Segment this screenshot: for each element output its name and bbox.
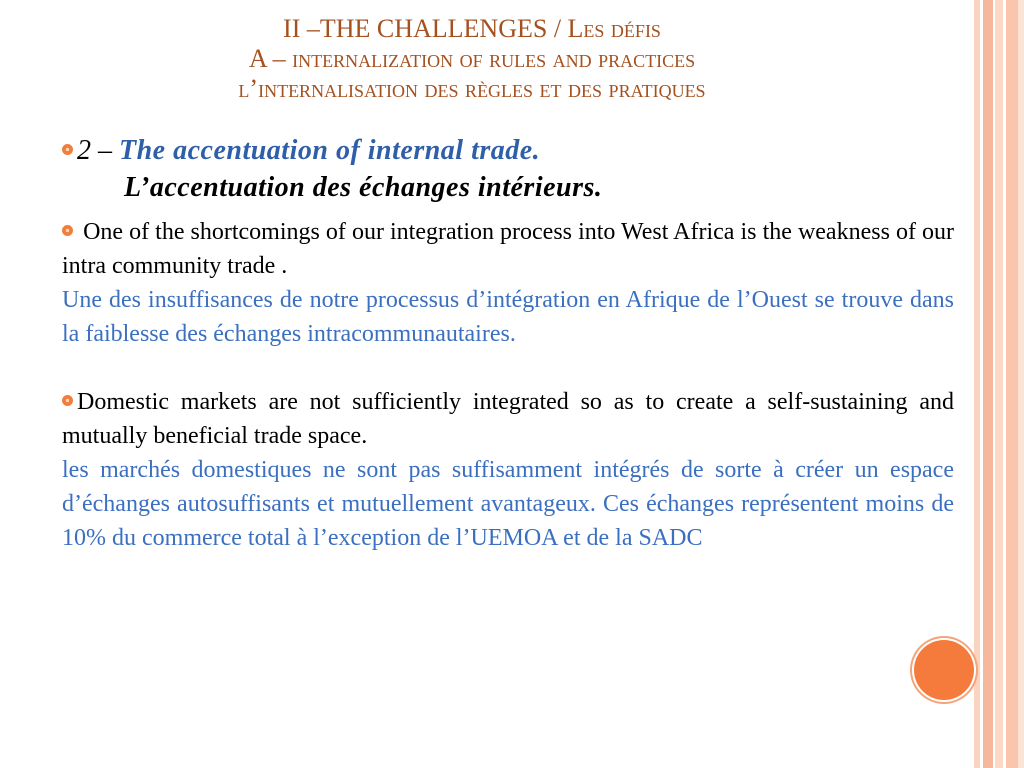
point-2-english bbox=[62, 385, 954, 453]
bullet-icon bbox=[62, 395, 73, 406]
point-2-en-text: Domestic markets are not sufficiently integrated so as to create a self-sustaining and mutually beneficial trade space. bbox=[62, 389, 954, 449]
point-1-english bbox=[62, 215, 954, 283]
bullet-icon bbox=[62, 144, 73, 155]
bullet-icon bbox=[62, 225, 73, 236]
title-line-3: l’internalisation des règles et des pratiques bbox=[238, 74, 706, 103]
section-heading-en bbox=[62, 133, 954, 169]
title-line-2: A – internalization of rules and practices bbox=[248, 44, 696, 73]
decorative-stripes bbox=[974, 0, 1024, 768]
heading-english: The accentuation of internal trade. bbox=[119, 135, 541, 166]
point-1-en-text: One of the shortcomings of our integration process into West Africa is the weakness of our intra community trade . bbox=[62, 219, 955, 279]
title-line-1: II –THE CHALLENGES / Les défis bbox=[283, 14, 661, 43]
section-number: 2 – bbox=[77, 135, 112, 166]
slide-content bbox=[62, 133, 954, 555]
point-2-french: les marchés domestiques ne sont pas suffisamment intégrés de sorte à créer un espace d’échanges autosuffisants et mutuellement avantageux. Ces échanges représentent moins de 10% du commerce total à l’exception de l’UEMOA et de la SADC bbox=[62, 457, 954, 551]
point-1-french: Une des insuffisances de notre processus d’intégration en Afrique de l’Ouest se trouve dans la faiblesse des échanges intracommunautaires. bbox=[62, 287, 954, 347]
slide-title bbox=[0, 14, 944, 104]
decorative-circle bbox=[914, 640, 974, 700]
heading-french: L’accentuation des échanges intérieurs. bbox=[124, 172, 603, 203]
